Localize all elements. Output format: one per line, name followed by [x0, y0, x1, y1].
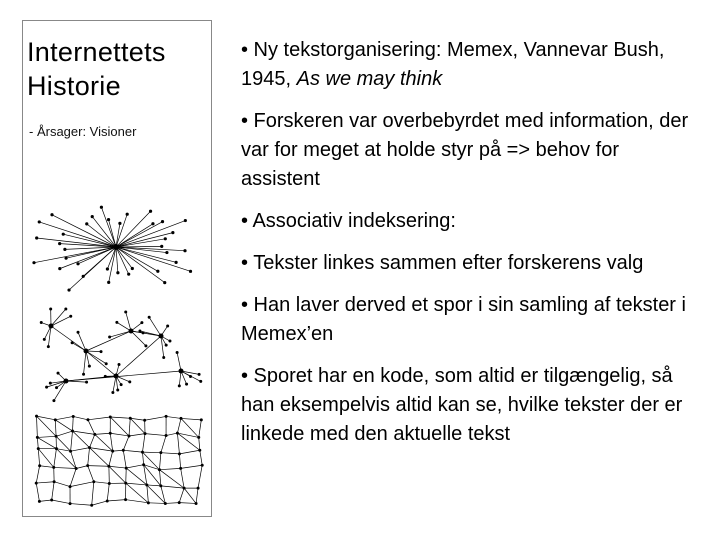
network-link [177, 418, 181, 433]
network-node [86, 464, 89, 467]
network-link [55, 420, 72, 431]
network-link [142, 452, 160, 453]
network-node [164, 237, 167, 240]
network-node [197, 487, 200, 490]
network-node [58, 242, 61, 245]
network-link [38, 449, 39, 466]
network-link [161, 486, 184, 488]
network-node [156, 270, 159, 273]
network-node [107, 281, 110, 284]
network-node [201, 464, 204, 467]
network-node [45, 386, 48, 389]
network-node [179, 467, 182, 470]
network-hub [84, 349, 89, 354]
network-link [86, 351, 116, 376]
network-node [107, 465, 110, 468]
network-node [53, 480, 56, 483]
network-node [82, 275, 85, 278]
network-link [123, 450, 126, 468]
network-link [76, 466, 88, 469]
network-node [176, 432, 179, 435]
network-link [161, 436, 166, 453]
network-hub [159, 334, 164, 339]
network-link [95, 433, 110, 434]
network-hub [113, 244, 119, 250]
network-link [71, 431, 73, 451]
network-link [159, 470, 160, 486]
network-node [183, 487, 186, 490]
network-link [116, 247, 176, 262]
network-node [197, 436, 200, 439]
network-hub [49, 324, 54, 329]
network-node [165, 434, 168, 437]
network-link [109, 466, 126, 468]
bullet-item: • Tekster linkes sammen efter forskerens valg [241, 252, 644, 274]
network-node [189, 270, 192, 273]
network-node [107, 218, 110, 221]
network-link [39, 500, 51, 501]
network-node [106, 499, 109, 502]
network-hub [64, 379, 69, 384]
network-link [37, 437, 38, 448]
network-node [131, 267, 134, 270]
network-node [100, 350, 103, 353]
network-node [128, 434, 131, 437]
network-link [148, 503, 165, 504]
network-link [184, 488, 196, 503]
network-link [73, 416, 88, 419]
network-link [88, 466, 94, 482]
network-link [107, 483, 109, 501]
network-link [129, 418, 130, 436]
network-link [37, 416, 38, 437]
network-link [198, 465, 202, 488]
network-node [91, 215, 94, 218]
network-node [168, 340, 171, 343]
network-link [179, 450, 199, 454]
network-node [184, 219, 187, 222]
title-line-1: Internettets [27, 37, 166, 67]
network-link [110, 433, 129, 436]
network-node [71, 430, 74, 433]
network-link [56, 431, 72, 436]
network-node [32, 261, 35, 264]
network-node [50, 498, 53, 501]
network-node [35, 236, 38, 239]
network-link [199, 420, 202, 438]
network-link [116, 246, 162, 247]
network-node [174, 261, 177, 264]
network-link [55, 420, 56, 436]
network-link [54, 482, 70, 487]
network-link [129, 434, 145, 436]
network-node [159, 484, 162, 487]
bullet-item: • Associativ indeksering: [241, 210, 456, 232]
network-node [165, 415, 168, 418]
network-node [129, 417, 132, 420]
network-link [113, 376, 116, 393]
network-link [36, 482, 54, 483]
network-link [36, 483, 39, 501]
network-node [108, 482, 111, 485]
network-link [166, 433, 177, 435]
network-node [90, 504, 93, 507]
network-node [189, 375, 192, 378]
bullet-list [241, 36, 701, 462]
network-link [92, 501, 108, 505]
network-link [66, 381, 87, 382]
network-node [85, 381, 88, 384]
network-hub [114, 374, 119, 379]
network-link [36, 466, 39, 483]
network-node [171, 231, 174, 234]
network-node [166, 324, 169, 327]
bullet-item: • Han laver derved et spor i sin samling af tekster i Memex’en [241, 294, 686, 345]
network-node [158, 468, 161, 471]
network-link [159, 470, 184, 488]
network-node [106, 267, 109, 270]
network-link [88, 448, 90, 466]
network-link [199, 437, 200, 450]
network-link [37, 437, 56, 448]
centralized-network-diagram [31, 201, 207, 301]
network-link [90, 434, 95, 447]
sidebar-panel [22, 20, 212, 517]
network-node [47, 345, 50, 348]
network-node [100, 206, 103, 209]
network-node [115, 321, 118, 324]
network-link [52, 482, 54, 500]
network-node [77, 331, 80, 334]
network-link [126, 465, 143, 468]
network-node [160, 245, 163, 248]
network-link [92, 482, 94, 506]
network-link [145, 416, 166, 420]
network-node [145, 483, 148, 486]
network-node [198, 373, 201, 376]
network-link [179, 488, 184, 502]
network-link [130, 418, 144, 420]
network-link [149, 317, 161, 336]
network-link [200, 450, 202, 465]
network-node [164, 502, 167, 505]
network-link [107, 500, 125, 501]
network-node [55, 435, 58, 438]
network-link [37, 238, 116, 247]
network-link [70, 482, 94, 487]
network-node [124, 482, 127, 485]
network-link [70, 504, 92, 506]
network-link [39, 222, 116, 247]
network-node [108, 336, 111, 339]
network-node [67, 288, 70, 291]
network-link [145, 434, 166, 436]
network-node [69, 315, 72, 318]
network-node [111, 450, 114, 453]
network-link [166, 416, 181, 418]
network-node [144, 432, 147, 435]
network-link [52, 215, 116, 247]
network-link [40, 466, 54, 468]
network-node [88, 446, 91, 449]
network-link [109, 220, 116, 247]
network-link [109, 466, 126, 483]
network-link [110, 417, 129, 436]
network-node [147, 501, 150, 504]
distributed-network-diagram [31, 411, 207, 511]
network-link [159, 453, 160, 470]
network-node [183, 249, 186, 252]
network-node [37, 447, 40, 450]
network-link [54, 467, 76, 468]
network-node [124, 498, 127, 501]
network-link [165, 503, 179, 504]
network-node [198, 449, 201, 452]
network-node [52, 399, 55, 402]
network-node [144, 344, 147, 347]
network-link [71, 448, 90, 452]
bullet-item: • Sporet har en kode, som altid er tilgængelig, så han eksempelvis altid kan se, hvilke tekster der er linkede med den aktuelle tekst [241, 365, 683, 445]
network-node [143, 419, 146, 422]
network-link [147, 485, 161, 486]
network-node [199, 380, 202, 383]
network-link [37, 436, 56, 437]
network-node [151, 222, 154, 225]
network-node [111, 391, 114, 394]
network-node [162, 356, 165, 359]
network-hub [179, 369, 184, 374]
network-node [149, 210, 152, 213]
network-node [57, 372, 60, 375]
network-node [120, 383, 123, 386]
network-node [178, 384, 181, 387]
network-node [71, 341, 74, 344]
network-node [127, 273, 130, 276]
network-link [147, 485, 149, 503]
network-node [104, 375, 107, 378]
network-node [178, 501, 181, 504]
network-link [179, 454, 180, 469]
network-node [141, 451, 144, 454]
network-link [142, 452, 143, 465]
network-node [178, 452, 181, 455]
network-link [70, 468, 76, 486]
network-node [126, 213, 129, 216]
network-node [118, 222, 121, 225]
network-node [109, 415, 112, 418]
network-link [181, 465, 203, 468]
network-link [52, 500, 70, 504]
network-link [54, 449, 57, 468]
network-node [38, 500, 41, 503]
network-node [148, 316, 151, 319]
network-node [54, 418, 57, 421]
network-node [85, 222, 88, 225]
network-node [116, 271, 119, 274]
network-node [69, 450, 72, 453]
network-link [196, 488, 198, 503]
network-link [179, 503, 196, 504]
network-link [161, 453, 180, 454]
network-node [88, 365, 91, 368]
network-node [50, 213, 53, 216]
title-line-2: Historie [27, 71, 121, 101]
network-node [125, 467, 128, 470]
network-link [126, 483, 147, 485]
network-node [93, 433, 96, 436]
network-node [63, 248, 66, 251]
network-node [36, 436, 39, 439]
network-link [34, 247, 116, 263]
network-node [165, 251, 168, 254]
network-link [116, 221, 185, 247]
network-link [55, 416, 73, 419]
network-link [130, 418, 145, 433]
network-link [159, 468, 180, 469]
network-link [88, 466, 109, 467]
network-link [126, 468, 147, 485]
network-link [181, 418, 201, 419]
network-node [161, 220, 164, 223]
network-node [55, 447, 58, 450]
network-node [69, 485, 72, 488]
network-node [105, 362, 108, 365]
network-link [110, 417, 130, 418]
network-link [88, 420, 95, 435]
subtitle: - Årsager: Visioner [29, 124, 137, 139]
bullet-item: • Ny tekstorganisering: Memex, Vannevar Bush, 1945, As we may think [241, 39, 665, 90]
network-link [181, 468, 184, 488]
network-link [51, 309, 66, 326]
network-node [176, 351, 179, 354]
network-link [147, 485, 165, 504]
network-node [128, 380, 131, 383]
network-node [49, 382, 52, 385]
network-link [88, 417, 110, 420]
network-link [51, 316, 71, 326]
network-node [124, 310, 127, 313]
network-node [76, 262, 79, 265]
decentralized-network-diagram [31, 306, 207, 406]
network-node [138, 330, 141, 333]
network-node [82, 373, 85, 376]
network-node [165, 344, 168, 347]
network-node [43, 338, 46, 341]
network-node [92, 480, 95, 483]
network-link [177, 433, 179, 454]
network-node [109, 432, 112, 435]
network-node [179, 417, 182, 420]
network-node [52, 466, 55, 469]
network-link [86, 331, 131, 351]
network-node [55, 386, 58, 389]
network-node [159, 451, 162, 454]
network-node [38, 220, 41, 223]
network-node [35, 482, 38, 485]
network-link [73, 416, 74, 431]
network-node [40, 321, 43, 324]
network-link [116, 336, 161, 376]
network-node [163, 281, 166, 284]
network-node [64, 308, 67, 311]
network-node [142, 463, 145, 466]
network-node [35, 415, 38, 418]
network-node [49, 308, 52, 311]
network-node [185, 383, 188, 386]
page-title [27, 35, 166, 103]
network-node [58, 267, 61, 270]
network-node [72, 415, 75, 418]
network-link [116, 247, 165, 283]
network-node [116, 389, 119, 392]
network-link [123, 436, 129, 450]
network-node [200, 418, 203, 421]
network-node [62, 233, 65, 236]
network-node [195, 502, 198, 505]
network-node [118, 363, 121, 366]
bullet-item: • Forskeren var overbebyrdet med information, der var for meget at holde styr på => behov for assistent [241, 110, 689, 190]
network-node [122, 449, 125, 452]
network-link [161, 336, 164, 357]
network-link [142, 434, 145, 452]
network-node [140, 321, 143, 324]
network-link [110, 433, 112, 451]
network-link [113, 450, 124, 451]
network-link [84, 351, 86, 374]
network-link [116, 211, 151, 247]
network-node [86, 418, 89, 421]
network-link [86, 351, 106, 364]
network-node [75, 467, 78, 470]
network-link [109, 451, 113, 466]
network-node [38, 464, 41, 467]
network-link [94, 482, 109, 484]
network-node [69, 502, 72, 505]
network-link [123, 450, 142, 452]
network-link [177, 352, 181, 371]
network-hub [129, 329, 134, 334]
